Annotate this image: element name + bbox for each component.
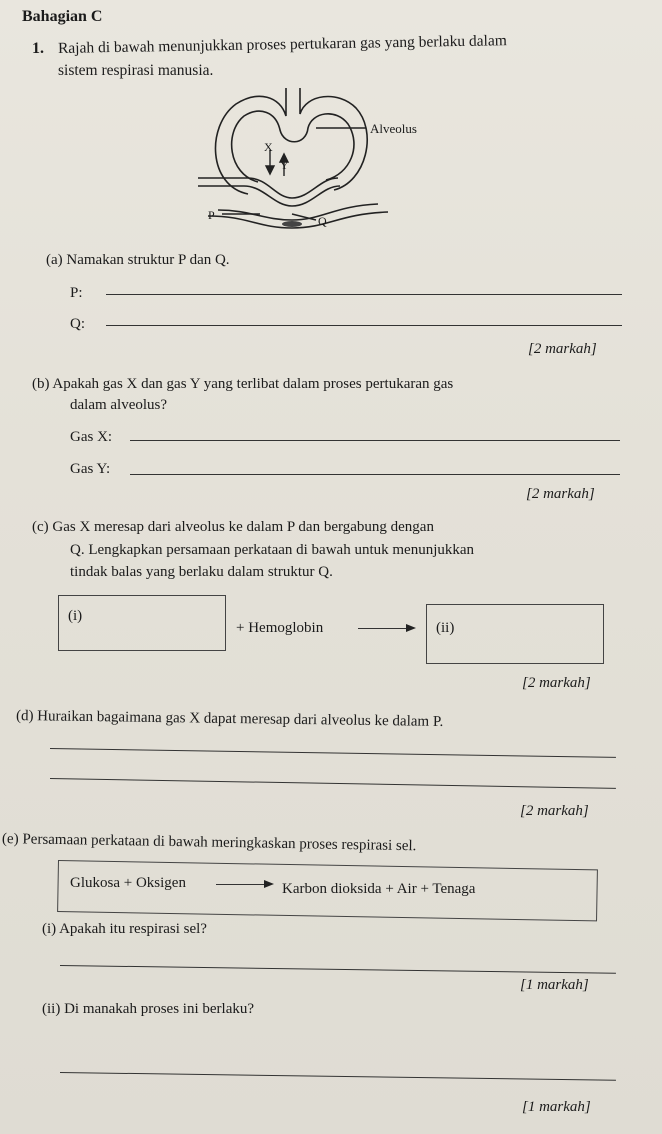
part-b-line2: dalam alveolus? [70, 397, 168, 413]
part-a-q-answer-line[interactable] [106, 325, 622, 326]
part-b-gas-y-label: Gas Y: [70, 461, 111, 477]
part-e-equation-left: Glukosa + Oksigen [70, 875, 186, 891]
part-e-arrow-head [264, 880, 274, 888]
diagram-label-q: Q [318, 214, 327, 228]
part-c-marks: [2 markah] [522, 675, 591, 691]
part-e-question-i-marks: [1 markah] [520, 977, 589, 993]
question-intro-line1: Rajah di bawah menunjukkan proses pertukaran gas yang berlaku dalam [57, 32, 508, 57]
part-a-marks: [2 markah] [528, 341, 597, 357]
part-b-gas-x-answer-line[interactable] [130, 440, 620, 441]
diagram-label-p: P [208, 208, 215, 222]
part-e-equation-right: Karbon dioksida + Air + Tenaga [282, 881, 476, 897]
part-b-gas-x-label: Gas X: [70, 429, 113, 445]
part-c-box-ii-label: (ii) [436, 620, 455, 636]
part-c-line3: tindak balas yang berlaku dalam struktur Q. [70, 564, 333, 580]
part-c-arrow-shaft [358, 628, 408, 629]
alveolus-diagram [188, 86, 458, 236]
part-a-p-label: P: [70, 285, 83, 301]
diagram-label-alveolus: Alveolus [370, 121, 417, 136]
part-e-question-ii: (ii) Di manakah proses ini berlaku? [42, 1001, 255, 1017]
part-d-question: (d) Huraikan bagaimana gas X dapat meresap dari alveolus ke dalam P. [15, 708, 444, 730]
part-a-p-answer-line[interactable] [106, 294, 622, 295]
part-b-marks: [2 markah] [526, 486, 595, 502]
part-d-answer-line-1[interactable] [50, 748, 616, 758]
part-c-line1: (c) Gas X meresap dari alveolus ke dalam P dan bergabung dengan [32, 519, 434, 535]
diagram-label-y: Y [280, 158, 289, 172]
part-b-gas-y-answer-line[interactable] [130, 474, 620, 475]
part-d-answer-line-2[interactable] [50, 778, 616, 789]
part-e-question-ii-answer-line[interactable] [60, 1072, 616, 1081]
part-e-arrow-shaft [216, 884, 266, 885]
part-d-marks: [2 markah] [520, 803, 589, 819]
part-c-line2: Q. Lengkapkan persamaan perkataan di bawah untuk menunjukkan [70, 542, 475, 558]
question-intro-line2: sistem respirasi manusia. [58, 62, 214, 79]
part-a-question: (a) Namakan struktur P dan Q. [46, 252, 230, 268]
part-e-question-ii-marks: [1 markah] [522, 1099, 591, 1115]
part-c-plus-hemoglobin: + Hemoglobin [236, 620, 324, 636]
part-c-answer-box-i[interactable] [58, 595, 226, 651]
part-b-line1: (b) Apakah gas X dan gas Y yang terlibat dalam proses pertukaran gas [32, 376, 454, 392]
section-title: Bahagian C [22, 8, 103, 25]
part-c-box-i-label: (i) [68, 608, 83, 624]
part-e-question-i-answer-line[interactable] [60, 965, 616, 974]
part-e-question-i: (i) Apakah itu respirasi sel? [42, 921, 207, 937]
part-c-arrow-head [406, 624, 416, 632]
question-number: 1. [32, 40, 44, 57]
part-e-question: (e) Persamaan perkataan di bawah meringkaskan proses respirasi sel. [1, 831, 417, 855]
part-a-q-label: Q: [70, 316, 85, 332]
diagram-label-x: X [264, 140, 273, 154]
